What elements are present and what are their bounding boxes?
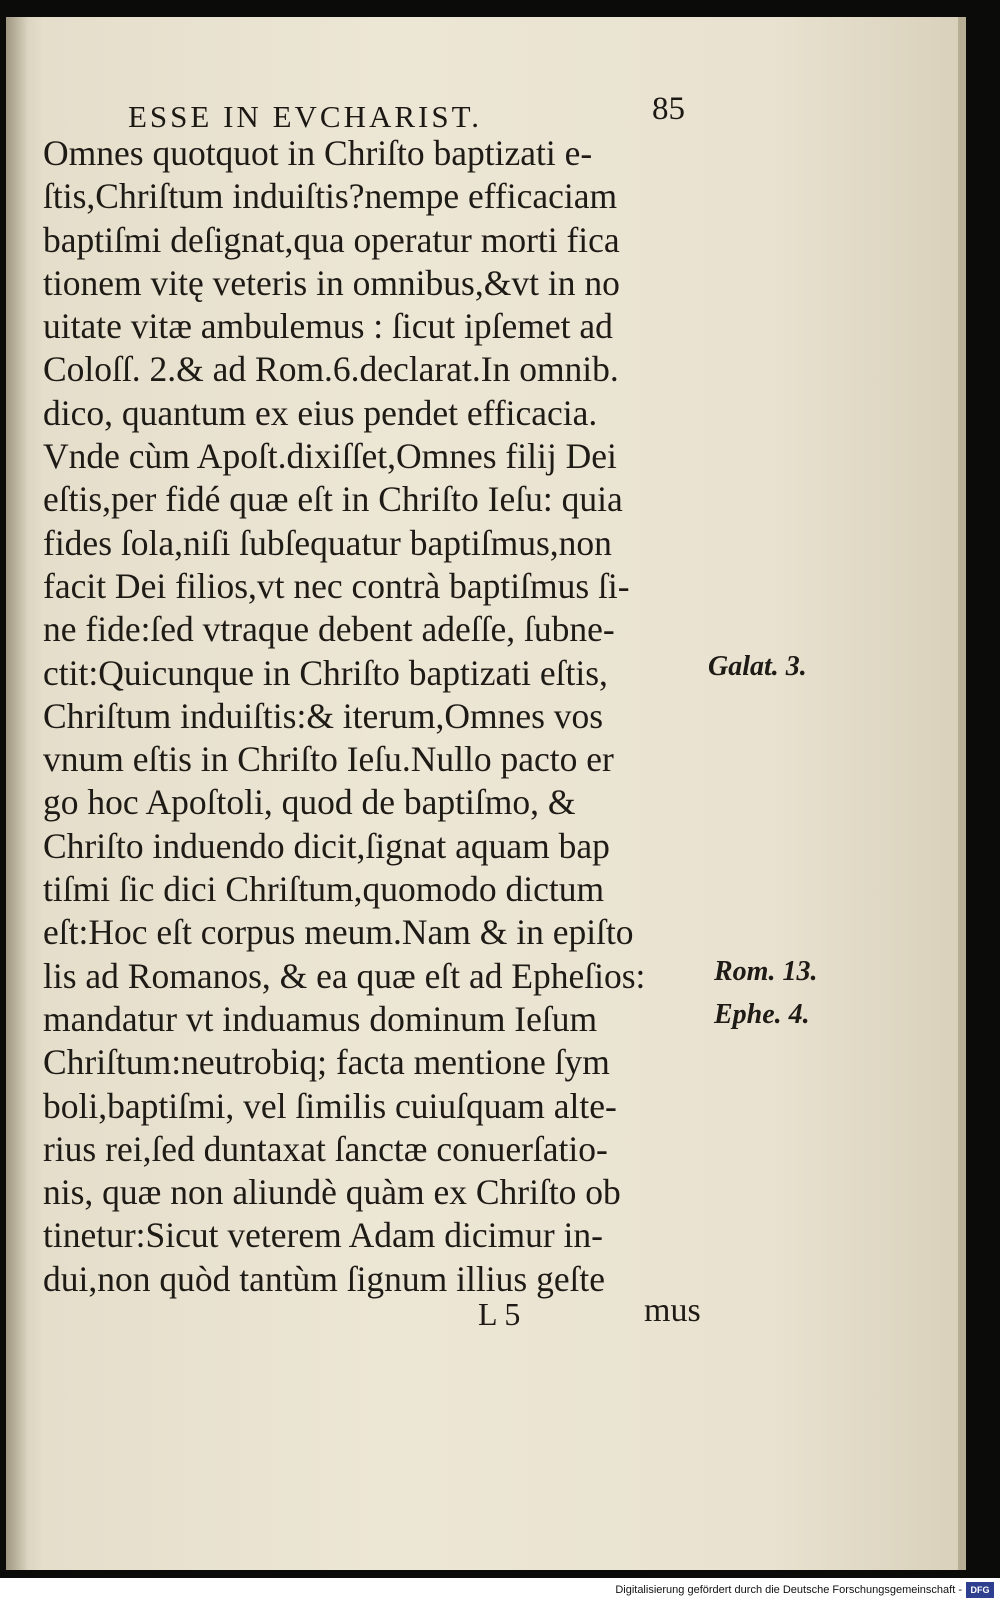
text-line: Vnde cùm Apoſt.dixiſſet,Omnes filij Dei <box>43 436 617 477</box>
credit-bar <box>0 1578 1000 1604</box>
dfg-logo: DFG <box>966 1582 994 1598</box>
text-line: tiſmi ſic dici Chriſtum,quomodo dictum <box>43 869 605 910</box>
text-line: go hoc Apoſtoli, quod de baptiſmo, & <box>43 782 576 823</box>
page-number: 85 <box>652 91 685 127</box>
text-line: ctit:Quicunque in Chriſto baptizati eſtis, <box>43 652 608 693</box>
credit-text: Digitalisierung gefördert durch die Deutsche Forschungsgemeinschaft - <box>615 1584 962 1596</box>
text-line: Chriſtum:neutrobiq; facta mentione ſym <box>43 1042 610 1083</box>
text-line: lis ad Romanos, & ea quæ eſt ad Epheſios: <box>43 955 646 996</box>
text-line: eſt:Hoc eſt corpus meum.Nam & in epiſto <box>43 912 634 953</box>
text-line: facit Dei filios,vt nec contrà baptiſmus ſi- <box>43 565 630 606</box>
text-line: ne fide:ſed vtraque debent adeſſe, ſubne- <box>43 609 615 650</box>
margin-note-rom: Rom. 13. <box>714 956 818 987</box>
text-line: mandatur vt induamus dominum Ieſum <box>43 998 598 1039</box>
text-line: vnum eſtis in Chriſto Ieſu.Nullo pacto er <box>43 739 614 780</box>
text-line: fides ſola,niſi ſubſequatur baptiſmus,non <box>43 522 612 563</box>
text-line: Omnes quotquot in Chriſto baptizati e- <box>43 133 593 173</box>
text-line: ſtis,Chriſtum induiſtis?nempe efficaciam <box>43 176 618 217</box>
catchword: mus <box>644 1292 701 1329</box>
margin-note-ephe: Ephe. 4. <box>714 999 810 1030</box>
text-line: boli,baptiſmi, vel ſimilis cuiuſquam alte- <box>43 1085 617 1126</box>
text-line: uitate vitæ ambulemus : ſicut ipſemet ad <box>43 306 613 347</box>
text-line: tinetur:Sicut veterem Adam dicimur in- <box>43 1215 603 1256</box>
running-head: ESSE IN EVCHARIST. <box>128 99 482 134</box>
spine-shadow <box>6 17 28 1570</box>
text-line: Chriſtum induiſtis:& iterum,Omnes vos <box>43 695 604 736</box>
text-line: dico, quantum ex eius pendet efficacia. <box>43 392 598 433</box>
text-line: Chriſto induendo dicit,ſignat aquam bap <box>43 825 610 866</box>
text-line: eſtis,per fidé quæ eſt in Chriſto Ieſu: quia <box>43 479 623 520</box>
text-line: rius rei,ſed duntaxat ſanctæ conuerſatio- <box>43 1128 608 1169</box>
body-text <box>43 132 711 1301</box>
text-line: Coloſſ. 2.& ad Rom.6.declarat.In omnib. <box>43 349 619 390</box>
text-line: dui,non quòd tantùm ſignum illius geſte <box>43 1258 606 1299</box>
text-line: tionem vitę veteris in omnibus,&vt in no <box>43 262 620 303</box>
signature-mark: L 5 <box>478 1296 521 1332</box>
text-line: nis, quæ non aliundè quàm ex Chriſto ob <box>43 1172 621 1213</box>
text-line: baptiſmi deſignat,qua operatur morti fica <box>43 219 620 260</box>
margin-note-galat: Galat. 3. <box>708 651 807 682</box>
